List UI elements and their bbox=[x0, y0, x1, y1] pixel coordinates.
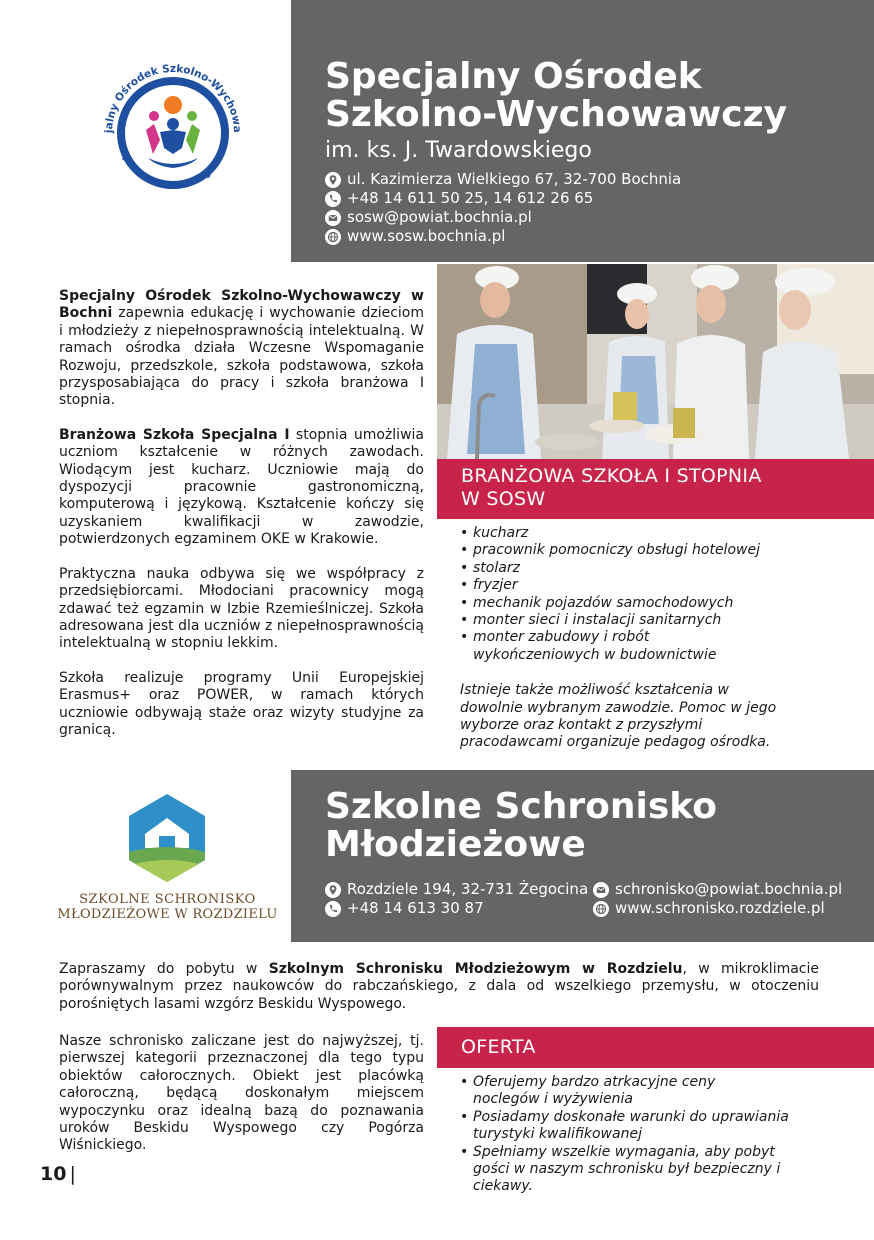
hostel-logo bbox=[55, 792, 280, 932]
list-item: • kucharz bbox=[460, 525, 800, 542]
hostel-header bbox=[291, 770, 874, 942]
professions-list bbox=[460, 525, 800, 664]
page-number-divider: | bbox=[69, 1163, 76, 1185]
offer-heading bbox=[437, 1027, 874, 1068]
page-number bbox=[40, 1163, 76, 1185]
trade-school-heading bbox=[437, 459, 874, 519]
logo-ring-text-bottom: s. Jana Twardowskiego w B bbox=[116, 143, 229, 192]
trade-school-heading-line1: BRANŻOWA SZKOŁA I STOPNIA bbox=[461, 465, 762, 487]
sosw-para-2-text: stopnia umożliwia uczniom kształcenie w różnych zawodach. Wiodącym jest kucharz. Uczniowie mają do dyspozycji pracownie gastronomiczną, komputerową i językową. Kształcenie kończy się uzyskaniem kwalifikacji w zawodzie, potwierdzonych egzaminem OKE w Krakowie. bbox=[59, 426, 424, 548]
offer-heading-text: OFERTA bbox=[461, 1036, 536, 1058]
sosw-para-3: Praktyczna nauka odbywa się we współpracy z przedsiębiorcami. Młodociani pracownicy mogą zdawać też egzamin w Izbie Rzemieślniczej. Szkoła adresowana jest dla uczniów z niepełnosprawnością intelektualną w stopniu lekkim. bbox=[59, 565, 424, 652]
sosw-title-line2: Szkolno-Wychowawczy bbox=[325, 94, 788, 135]
phone-icon bbox=[325, 191, 341, 207]
hostel-website-link[interactable]: www.schronisko.rozdziele.pl bbox=[615, 899, 825, 917]
globe-icon bbox=[593, 901, 609, 917]
list-item: • stolarz bbox=[460, 560, 800, 577]
hostel-website[interactable] bbox=[593, 899, 842, 918]
sosw-subtitle: im. ks. J. Twardowskiego bbox=[325, 138, 592, 163]
location-pin-icon bbox=[325, 882, 341, 898]
sosw-para-1-text: zapewnia edukację i wychowanie dzieciom i młodzieży z niepełnosprawnością intelektualną. W ramach ośrodka działa Wczesne Wspomaganie Rozwoju, przedszkole, szkoła podstawowa, szkoła przysposabiająca do pracy i szkoła branżowa I stopnia. bbox=[59, 305, 424, 409]
sosw-website-link[interactable]: www.sosw.bochnia.pl bbox=[347, 227, 506, 245]
sosw-phone-text: +48 14 611 50 25, 14 612 26 65 bbox=[347, 189, 594, 207]
sosw-address-text: ul. Kazimierza Wielkiego 67, 32-700 Bochnia bbox=[347, 170, 682, 188]
list-item: • Oferujemy bardzo atrkacyjne ceny noclegów i wyżywienia bbox=[460, 1074, 778, 1109]
kitchen-photo bbox=[437, 264, 874, 459]
sosw-para-2 bbox=[59, 427, 424, 549]
hostel-address-text: Rozdziele 194, 32-731 Żegocina bbox=[347, 880, 589, 898]
hostel-title-line2: Młodzieżowe bbox=[325, 824, 586, 865]
sosw-email-link[interactable]: sosw@powiat.bochnia.pl bbox=[347, 208, 532, 226]
sosw-title-line1: Specjalny Ośrodek bbox=[325, 56, 702, 97]
sosw-para-1-bold: Specjalny Ośrodek Szkolno-Wychowawczy w Bochni bbox=[59, 288, 424, 322]
sosw-address bbox=[325, 170, 681, 189]
hostel-intro-post: , w mikroklimacie porównywalnym przez naukowców do rabczańskiego, z dala od wszelkiego przemysłu, w otoczeniu porośniętych lasami wzgórz Beskidu Wyspowego. bbox=[59, 961, 819, 1012]
sosw-description bbox=[59, 288, 424, 756]
hostel-address bbox=[325, 880, 588, 899]
hostel-title-line1: Szkolne Schronisko bbox=[325, 786, 717, 827]
list-item: • monter zabudowy i robót wykończeniowych w budownictwie bbox=[460, 629, 773, 664]
offer-list bbox=[460, 1074, 800, 1196]
list-item: • Spełniamy wszelkie wymagania, aby pobyt gości w naszym schronisku był bezpieczny i ciekawy. bbox=[460, 1144, 808, 1196]
hostel-para-2: Nasze schronisko zaliczane jest do najwyższej, tj. pierwszej kategorii przeznaczonej dla tego typu obiektów całorocznych. Obiekt jest placówką całoroczną, będącą doskonałym miejscem wypoczynku oraz idealną bazą do poznawania uroków Beskidu Wyspowego czy Pogórza Wiśnickiego. bbox=[59, 1033, 424, 1154]
list-item: • mechanik pojazdów samochodowych bbox=[460, 595, 800, 612]
list-item: • fryzjer bbox=[460, 577, 800, 594]
trade-school-heading-line2: W SOSW bbox=[461, 488, 546, 510]
sosw-logo bbox=[98, 58, 248, 208]
offer-list-box bbox=[460, 1074, 800, 1196]
sosw-para-2-bold: Branżowa Szkoła Specjalna I bbox=[59, 426, 290, 443]
sosw-email[interactable] bbox=[325, 208, 681, 227]
profession-choice-note: Istnieje także możliwość kształcenia w dowolnie wybranym zawodzie. Pomoc w jego wyborze oraz kontakt z przyszłymi pracodawcami organizuje pedagog ośrodka. bbox=[460, 682, 777, 751]
hostel-email-link[interactable]: schronisko@powiat.bochnia.pl bbox=[615, 880, 843, 898]
hostel-logo-line1: SZKOLNE SCHRONISKO bbox=[79, 892, 256, 907]
list-item: • pracownik pomocniczy obsługi hotelowej bbox=[460, 542, 800, 559]
list-item: • monter sieci i instalacji sanitarnych bbox=[460, 612, 800, 629]
hostel-intro bbox=[59, 961, 819, 1013]
sosw-website[interactable] bbox=[325, 227, 681, 246]
page-number-value: 10 bbox=[40, 1163, 67, 1185]
sosw-para-4: Szkoła realizuje programy Unii Europejskiej Erasmus+ oraz POWER, w ramach których uczniowie odbywają staże oraz wizyty studyjne za granicą. bbox=[59, 669, 424, 738]
hostel-phone bbox=[325, 899, 588, 918]
hostel-phone-text: +48 14 613 30 87 bbox=[347, 899, 484, 917]
hostel-email[interactable] bbox=[593, 880, 842, 899]
hostel-description bbox=[59, 1033, 424, 1172]
globe-icon bbox=[325, 229, 341, 245]
hostel-intro-bold: Szkolnym Schronisku Młodzieżowym w Rozdzielu bbox=[268, 961, 683, 977]
logo-ring-text-top: jalny Ośrodek Szkolno-Wychowa bbox=[102, 62, 244, 134]
professions-list-box bbox=[460, 525, 800, 752]
phone-icon bbox=[325, 901, 341, 917]
location-pin-icon bbox=[325, 172, 341, 188]
sosw-phone bbox=[325, 189, 681, 208]
envelope-icon bbox=[593, 882, 609, 898]
envelope-icon bbox=[325, 210, 341, 226]
sosw-para-1 bbox=[59, 288, 424, 410]
hostel-logo-line2: MŁODZIEŻOWE W ROZDZIELU bbox=[57, 907, 278, 922]
list-item: • Posiadamy doskonałe warunki do uprawiania turystyki kwalifikowanej bbox=[460, 1109, 793, 1144]
sosw-header bbox=[291, 0, 874, 262]
hostel-intro-pre: Zapraszamy do pobytu w bbox=[59, 961, 269, 977]
